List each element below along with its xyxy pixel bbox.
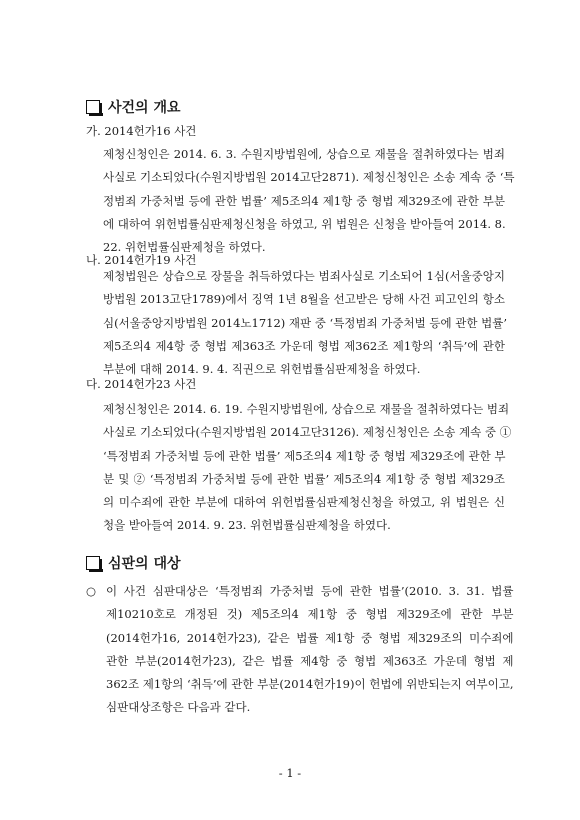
paragraph-line: 분 및 ② ‘특정범죄 가중처벌 등에 관한 법률’ 제5조의4 제1항 중 형법 제329조 [103, 471, 505, 486]
paragraph-line: 제10210호로 개정된 것) 제5조의4 제1항 중 형법 제329조에 관한 부분 [106, 607, 514, 622]
paragraph-line: (2014헌가16, 2014헌가23), 같은 법률 제1항 중 형법 제329조의 미수죄에 [106, 630, 514, 645]
paragraph-line: 청을 받아들여 2014. 9. 23. 위헌법률심판제청을 하였다. [103, 518, 391, 533]
paragraph-line: 사실로 기소되었다(수원지방법원 2014고단3126). 제청신청인은 소송 계속 중 ① [103, 425, 512, 440]
page-number: - 1 - [278, 766, 302, 780]
circle-bullet-icon: ○ [86, 584, 97, 598]
paragraph-line: 제청신청인은 2014. 6. 3. 수원지방법원에, 상습으로 재물을 절취하였다는 범죄 [103, 147, 505, 161]
checkbox-square-icon [86, 100, 100, 114]
paragraph-line: 사실로 기소되었다(수원지방법원 2014고단2871). 제청신청인은 소송 계속 중 ‘특 [103, 170, 515, 185]
subject-paragraph [86, 580, 514, 720]
case-paragraph [103, 398, 512, 538]
case-title: 다. 2014헌가23 사건 [86, 377, 197, 391]
case-title: 나. 2014헌가19 사건 [86, 253, 197, 267]
paragraph-line: 22. 위헌법률심판제청을 하였다. [103, 240, 266, 255]
case-paragraph [103, 265, 508, 381]
paragraph-line: 정범죄 가중처벌 등에 관한 법률’ 제5조의4 제1항 중 형법 제329조에 관한 부분 [103, 193, 505, 208]
paragraph-line: 부분에 대해 2014. 9. 4. 직권으로 위헌법률심판제청을 하였다. [103, 362, 421, 377]
section-heading-text: 심판의 대상 [108, 556, 181, 572]
section-heading-overview [86, 97, 181, 117]
case-title: 가. 2014헌가16 사건 [86, 124, 197, 138]
paragraph-line: 방법원 2013고단1789)에서 징역 1년 8월을 선고받은 당해 사건 피고인의 항소 [103, 292, 505, 307]
paragraph-line: 제청법원은 상습으로 장물을 취득하였다는 범죄사실로 기소되어 1심(서울중앙지 [103, 269, 505, 283]
case-paragraph [103, 143, 515, 259]
paragraph-line: 제청신청인은 2014. 6. 19. 수원지방법원에, 상습으로 재물을 절취하였다는 범죄 [103, 402, 510, 416]
section-heading-subject [86, 553, 181, 573]
paragraph-line: 심(서울중앙지방법원 2014노1712) 재판 중 ‘특정범죄 가중처벌 등에 관한 법률’ [103, 315, 508, 330]
section-heading-text: 사건의 개요 [108, 100, 181, 116]
paragraph-line: 의 미수죄에 관한 부분에 대하여 위헌법률심판제청신청을 하였고, 위 법원은 신 [103, 495, 505, 510]
paragraph-line: 362조 제1항의 ‘취득’에 관한 부분(2014헌가19)이 헌법에 위반되는지 여부이고, [106, 677, 514, 692]
paragraph-line: 관한 부분(2014헌가23), 같은 법률 제4항 중 형법 제363조 가운데 형법 제 [106, 653, 514, 668]
paragraph-line: 이 사건 심판대상은 ‘특정범죄 가중처벌 등에 관한 법률’(2010. 3. 31. 법률 [106, 584, 514, 598]
paragraph-line: ‘특정범죄 가중처벌 등에 관한 법률’ 제5조의4 제1항 중 형법 제329조에 관한 부 [103, 448, 506, 463]
paragraph-line: 심판대상조항은 다음과 같다. [106, 700, 251, 715]
checkbox-square-icon [86, 556, 100, 570]
paragraph-line: 제5조의4 제4항 중 형법 제363조 가운데 형법 제362조 제1항의 ‘취득’에 관한 [103, 338, 505, 353]
paragraph-line: 에 대하여 위헌법률심판제청신청을 하였고, 위 법원은 신청을 받아들여 2014. 8. [103, 216, 506, 231]
